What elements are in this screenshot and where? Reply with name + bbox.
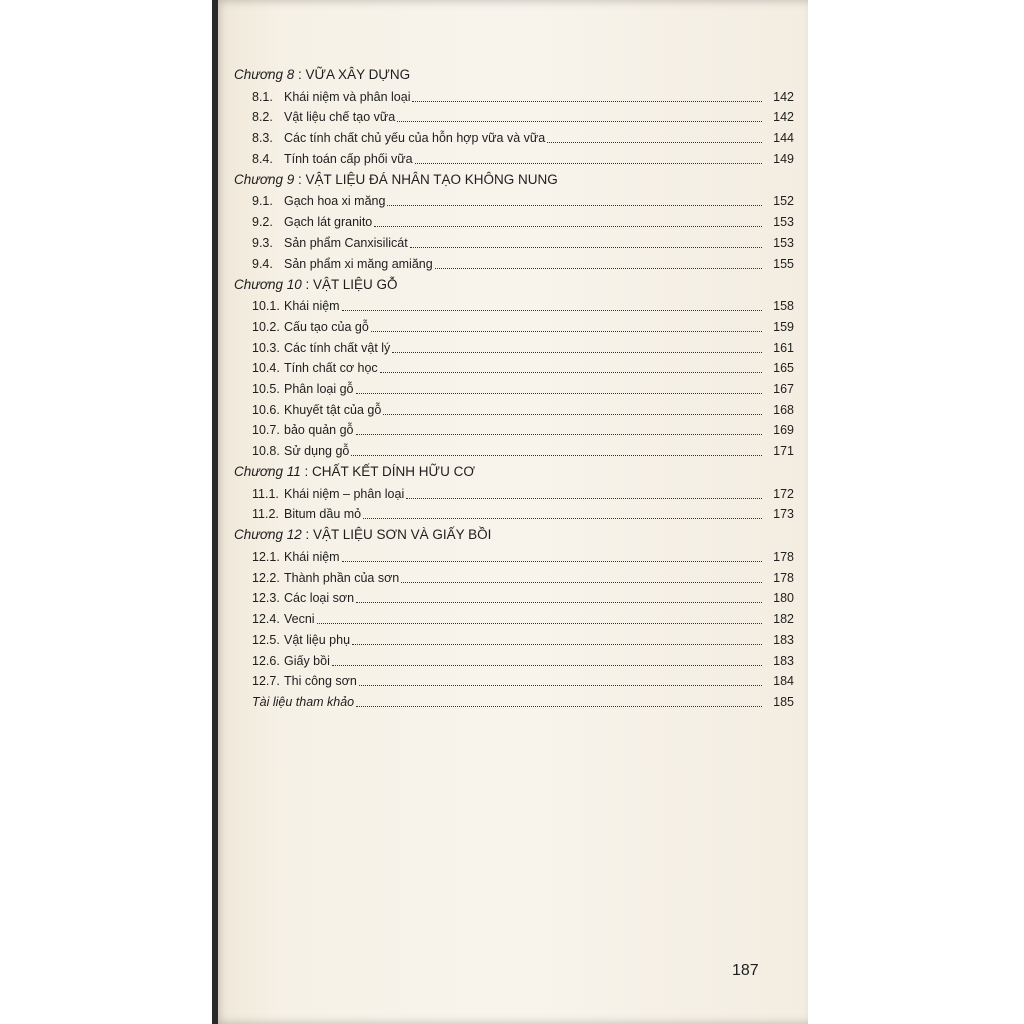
entry-title: Sử dụng gỗ [284, 444, 350, 458]
entry-page: 165 [773, 361, 794, 376]
toc-entry [234, 440, 794, 461]
entry-title: Các tính chất vật lý [284, 340, 391, 355]
entry-number: 10.6. [252, 402, 280, 417]
entry-page: 169 [773, 423, 794, 438]
dot-leader [351, 454, 762, 456]
entry-title: Giấy bồi [284, 653, 330, 668]
dot-leader [397, 120, 762, 122]
book-page [212, 0, 808, 1024]
dot-leader [356, 392, 762, 394]
toc-entry [234, 483, 794, 504]
entry-page: 158 [773, 299, 794, 314]
entry-title: Khái niệm – phân loại [284, 486, 405, 501]
toc-entry [234, 316, 794, 337]
entry-title: bảo quản gỗ [284, 423, 354, 438]
entry-number: 12.7. [252, 674, 280, 689]
entry-number: 10.2. [252, 319, 280, 334]
toc-entry [234, 378, 794, 399]
entry-title: Khái niệm [284, 299, 340, 314]
entry-page: 173 [773, 507, 794, 522]
chapter-heading: Chương 8 : VỮA XÂY DỰNG [234, 67, 411, 82]
entry-number: 11.2. [252, 507, 279, 522]
dot-leader [363, 517, 762, 519]
entry-number: 8.1. [252, 89, 273, 104]
entry-page: 180 [773, 591, 794, 606]
entry-number: 9.2. [252, 215, 273, 230]
dot-leader [317, 622, 762, 624]
entry-page: 159 [773, 319, 794, 334]
toc-entry [234, 86, 794, 107]
dot-leader [342, 309, 762, 311]
entry-title: Cấu tạo của gỗ [284, 319, 369, 334]
entry-title: Bitum dầu mỏ [284, 507, 362, 522]
entry-title: Vật liệu chế tạo vữa [284, 110, 396, 125]
toc-entry [234, 420, 794, 441]
chapter-heading: Chương 9 : VẬT LIỆU ĐÁ NHÂN TẠO KHÔNG NUNG [234, 171, 558, 187]
entry-page: 183 [773, 653, 794, 668]
entry-title: Khái niệm và phân loại [284, 89, 411, 104]
page-number: 187 [732, 962, 759, 979]
entry-page: 142 [773, 89, 794, 104]
chapter-label: Chương 11 [234, 464, 301, 479]
entry-number: 12.6. [252, 653, 280, 668]
toc-entry [234, 127, 794, 148]
entry-page: 161 [773, 340, 794, 355]
toc-entry [234, 629, 794, 650]
dot-leader [356, 433, 762, 435]
entry-title: Sản phẩm Canxisilicát [284, 235, 408, 250]
entry-page: 153 [773, 215, 794, 230]
entry-page: 178 [773, 550, 794, 565]
entry-number: 8.3. [252, 131, 273, 146]
entry-title: Gạch hoa xi măng [284, 194, 386, 209]
chapter-label: Chương 10 [234, 276, 302, 292]
entry-title: Khuyết tật của gỗ [284, 402, 382, 417]
dot-leader [392, 351, 762, 353]
dot-leader [412, 100, 762, 102]
dot-leader [380, 371, 762, 373]
chapter-label: Chương 9 [234, 171, 295, 187]
dot-leader [342, 560, 762, 562]
entry-page: 183 [773, 632, 794, 647]
entry-title: Thành phần của sơn [284, 570, 400, 585]
entry-page: 168 [773, 402, 794, 417]
toc-entry [234, 504, 794, 525]
entry-title: Các tính chất chủ yếu của hỗn hợp vữa và vữa [284, 131, 546, 146]
toc-references-entry [234, 691, 794, 712]
entry-number: 8.2. [252, 110, 273, 125]
entry-page: 153 [773, 235, 794, 250]
entry-page: 171 [773, 444, 794, 458]
entry-title: Tính toán cấp phối vữa [284, 151, 413, 166]
toc-entry [234, 148, 794, 169]
dot-leader [435, 267, 762, 269]
dot-leader [356, 705, 762, 707]
entry-number: 12.2. [252, 570, 280, 585]
entry-number: 8.4. [252, 151, 273, 166]
entry-number: 10.8. [252, 444, 280, 458]
entry-title: Thi công sơn [284, 674, 357, 689]
references-page: 185 [773, 694, 794, 709]
toc-entry [234, 107, 794, 128]
entry-number: 9.4. [252, 256, 273, 271]
chapter-heading: Chương 10 : VẬT LIỆU GỖ [234, 276, 398, 292]
scan-background-right [812, 0, 1024, 1024]
entry-title: Gạch lát granito [284, 215, 373, 230]
toc-entry [234, 296, 794, 317]
entry-page: 182 [773, 612, 794, 627]
dot-leader [401, 581, 762, 583]
scan-background-left [0, 0, 212, 1024]
dot-leader [383, 413, 762, 415]
toc-entry [234, 337, 794, 358]
dot-leader [359, 684, 762, 686]
toc-entry [234, 232, 794, 253]
table-of-contents [234, 64, 794, 712]
toc-entry [234, 358, 794, 379]
chapter-heading: Chương 12 : VẬT LIỆU SƠN VÀ GIẤY BỒI [234, 527, 492, 543]
chapter-title: VẬT LIỆU GỖ [313, 276, 398, 292]
entry-page: 167 [773, 381, 794, 396]
entry-title: Khái niệm [284, 550, 340, 565]
entry-number: 12.5. [252, 632, 280, 647]
toc-entry [234, 191, 794, 212]
toc-entry [234, 671, 794, 692]
entry-page: 149 [773, 151, 794, 166]
dot-leader [371, 330, 762, 332]
entry-title: Phân loại gỗ [284, 381, 354, 396]
toc-entry [234, 588, 794, 609]
dot-leader [352, 643, 762, 645]
entry-title: Vecni [284, 612, 315, 627]
entry-number: 11.1. [252, 486, 279, 501]
dot-leader [387, 204, 762, 206]
entry-number: 9.3. [252, 235, 273, 250]
dot-leader [406, 497, 762, 499]
entry-page: 184 [773, 674, 794, 689]
entry-number: 12.3. [252, 591, 280, 606]
toc-entry [234, 546, 794, 567]
chapter-heading: Chương 11 : CHẤT KẾT DÍNH HỮU CƠ [234, 464, 475, 479]
entry-title: Các loại sơn [284, 591, 355, 606]
entry-number: 10.4. [252, 361, 280, 376]
entry-number: 10.7. [252, 423, 280, 438]
entry-number: 12.1. [252, 550, 280, 565]
toc-entry [234, 608, 794, 629]
entry-title: Tính chất cơ học [284, 361, 378, 376]
dot-leader [356, 601, 762, 603]
entry-page: 178 [773, 570, 794, 585]
entry-number: 12.4. [252, 612, 280, 627]
entry-page: 144 [773, 131, 794, 146]
chapter-title: VẬT LIỆU ĐÁ NHÂN TẠO KHÔNG NUNG [305, 171, 558, 187]
toc-entry [234, 253, 794, 274]
dot-leader [547, 141, 762, 143]
entry-title: Vật liệu phụ [284, 632, 351, 647]
entry-page: 152 [773, 194, 794, 209]
references-title: Tài liệu tham khảo [252, 694, 355, 709]
entry-number: 10.1. [252, 299, 280, 314]
entry-page: 142 [773, 110, 794, 125]
chapter-title: VẬT LIỆU SƠN VÀ GIẤY BỒI [313, 527, 492, 543]
chapter-title: CHẤT KẾT DÍNH HỮU CƠ [312, 464, 475, 479]
entry-page: 155 [773, 256, 794, 271]
toc-entry [234, 211, 794, 232]
dot-leader [374, 225, 762, 227]
chapter-label: Chương 8 [234, 67, 295, 82]
entry-number: 9.1. [252, 194, 273, 209]
dot-leader [410, 246, 762, 248]
entry-number: 10.3. [252, 340, 280, 355]
entry-title: Sản phẩm xi măng amiăng [284, 256, 433, 271]
entry-page: 172 [773, 486, 794, 501]
toc-entry [234, 567, 794, 588]
chapter-label: Chương 12 [234, 527, 302, 543]
toc-entry [234, 399, 794, 420]
toc-entry [234, 650, 794, 671]
dot-leader [415, 162, 762, 164]
entry-number: 10.5. [252, 381, 280, 396]
chapter-title: VỮA XÂY DỰNG [305, 67, 411, 82]
dot-leader [332, 664, 762, 666]
